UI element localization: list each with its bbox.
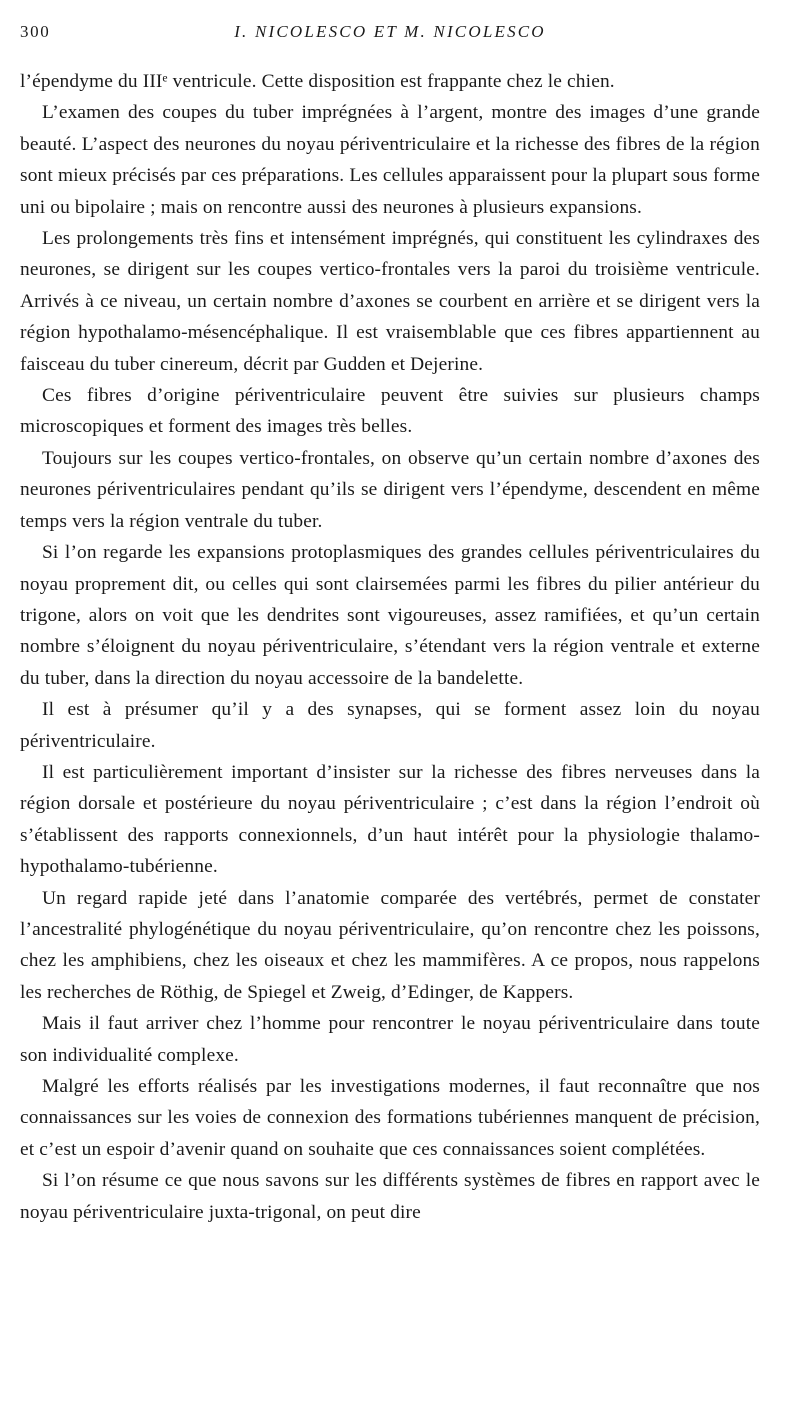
paragraph: Il est particulièrement important d’insister sur la richesse des fibres nerveuses dans la région dorsale et postérieure du noyau périventriculaire ; c’est dans la région l’endroit où s’établissent des rapports connexionnels, d’un haut intérêt pour la physiologie thalamo-hypothalamo-tubérienne. xyxy=(20,761,760,878)
running-title: I. NICOLESCO ET M. NICOLESCO xyxy=(234,22,546,41)
paragraph: Ces fibres d’origine périventriculaire peuvent être suivies sur plusieurs champs microscopiques et forment des images très belles. xyxy=(20,385,760,438)
paragraph: Mais il faut arriver chez l’homme pour rencontrer le noyau périventriculaire dans toute son individualité complexe. xyxy=(20,1013,760,1066)
paragraph: Si l’on résume ce que nous savons sur les différents systèmes de fibres en rapport avec le noyau périventriculaire juxta-trigonal, on peut dire xyxy=(20,1170,760,1223)
body-text xyxy=(20,66,760,1228)
paragraph: L’examen des coupes du tuber imprégnées à l’argent, montre des images d’une grande beauté. L’aspect des neurones du noyau périventriculaire et la richesse des fibres de la région sont mieux précisés par ces préparations. Les cellules apparaissent pour la plupart sous forme uni ou bipolaire ; mais on rencontre aussi des neurones à plusieurs expansions. xyxy=(20,102,760,218)
paragraph: Toujours sur les coupes vertico-frontales, on observe qu’un certain nombre d’axones des neurones périventriculaires pendant qu’ils se dirigent vers l’épendyme, descendent en même temps vers la région ventrale du tuber. xyxy=(20,447,760,532)
paragraph: Malgré les efforts réalisés par les investigations modernes, il faut reconnaître que nos connaissances sur les voies de connexion des formations tubériennes manquent de précision, et c’est un espoir d’avenir quand on souhaite que ces connaissances soient complétées. xyxy=(20,1076,760,1160)
paragraph: Si l’on regarde les expansions protoplasmiques des grandes cellules périventriculaires du noyau proprement dit, ou celles qui sont clairsemées parmi les fibres du pilier antérieur du trigone, alors on voit que les dendrites sont vigoureuses, assez ramifiées, et qu’un certain nombre s’éloignent du noyau périventriculaire, s’étendant vers la région ventrale et externe du tuber, dans la direction du noyau accessoire de la bandelette. xyxy=(20,542,760,689)
book-page xyxy=(20,22,760,1228)
paragraph: Les prolongements très fins et intensément imprégnés, qui constituent les cylindraxes des neurones, se dirigent sur les coupes vertico-frontales vers la paroi du troisième ventricule. Arrivés à ce niveau, un certain nombre d’axones se courbent en arrière et se dirigent vers la région hypothalamo-mésencéphalique. Il est vraisemblable que ces fibres appartiennent au faisceau du tuber cinereum, décrit par Gudden et Dejerine. xyxy=(20,228,760,375)
page-number: 300 xyxy=(20,22,51,41)
paragraph-continuation: l’épendyme du IIIᵉ ventricule. Cette disposition est frappante chez le chien. xyxy=(20,71,615,92)
running-head xyxy=(20,22,760,52)
paragraph: Il est à présumer qu’il y a des synapses, qui se forment assez loin du noyau périventriculaire. xyxy=(20,699,760,752)
paragraph: Un regard rapide jeté dans l’anatomie comparée des vertébrés, permet de constater l’ancestralité phylogénétique du noyau périventriculaire, qu’on rencontre chez les poissons, chez les amphibiens, chez les oiseaux et chez les mammifères. A ce propos, nous rappelons les recherches de Röthig, de Spiegel et Zweig, d’Edinger, de Kappers. xyxy=(20,887,760,1003)
